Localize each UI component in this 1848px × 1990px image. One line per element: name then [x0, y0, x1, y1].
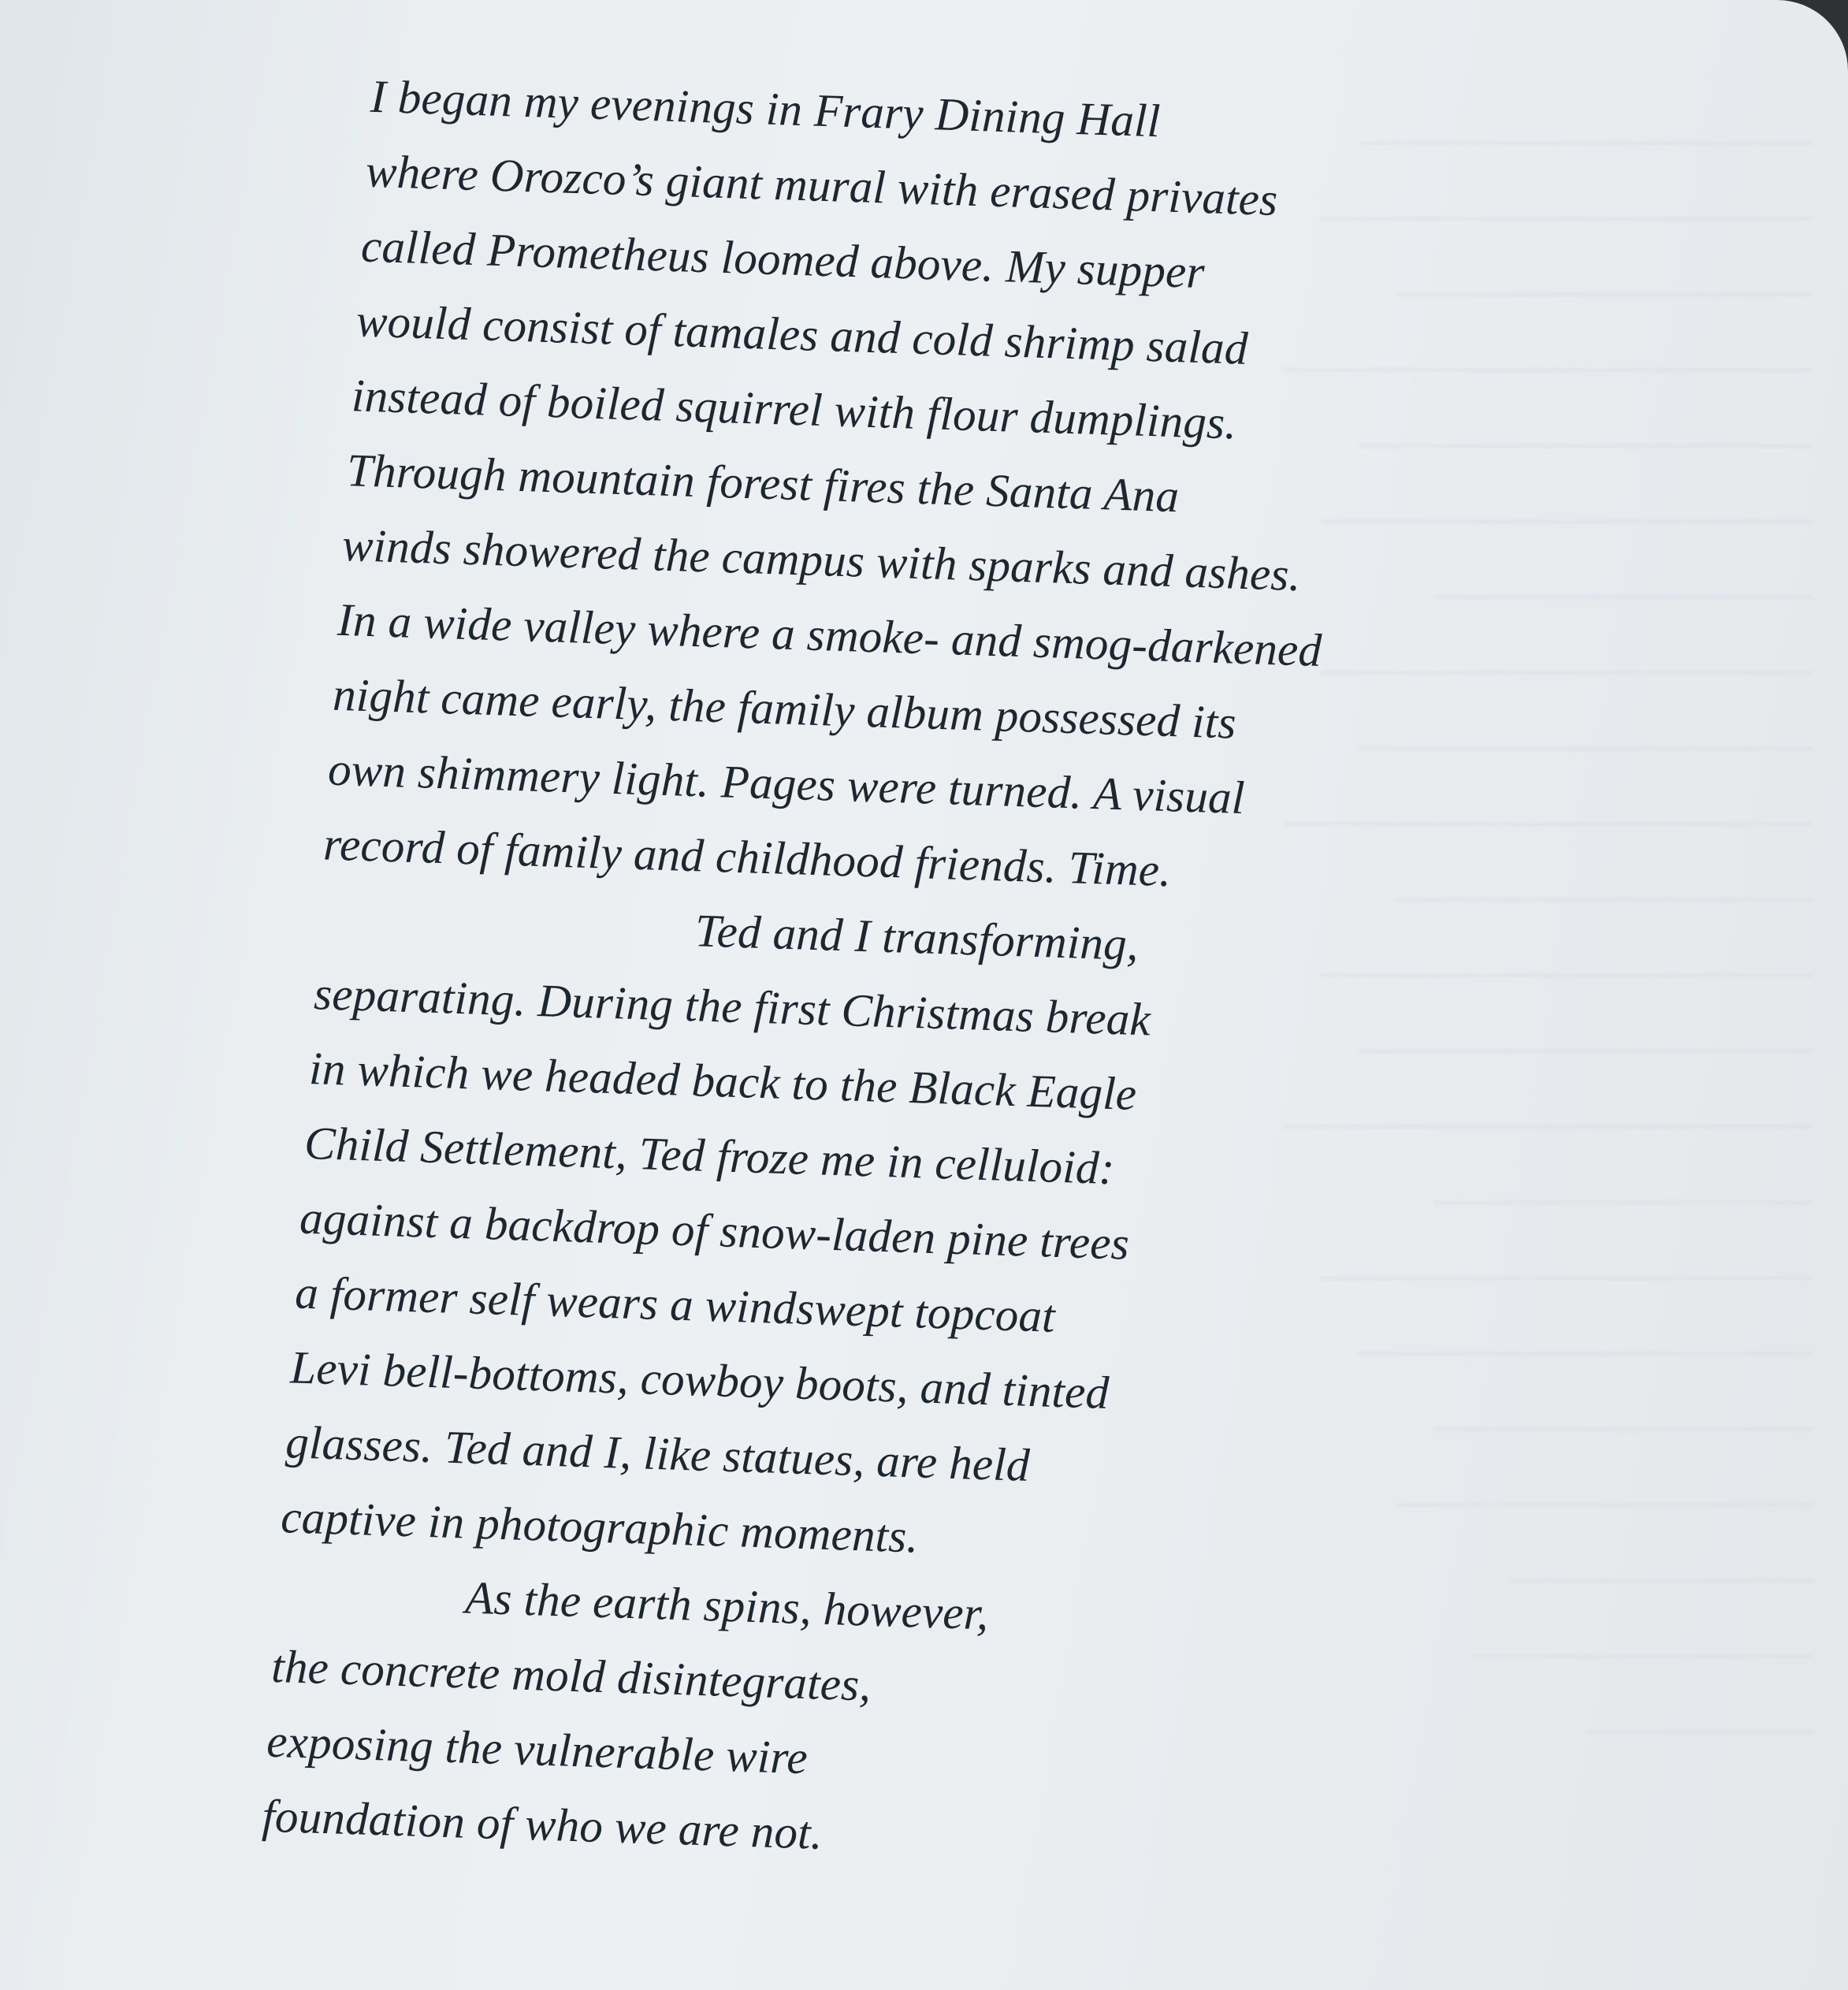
poem-line: record of family and childhood friends. Time. [322, 817, 1173, 897]
poem-line: Ted and I transforming, [694, 904, 1140, 970]
poem-line: As the earth spins, however, [464, 1571, 990, 1640]
poem-line: where Orozco’s giant mural with erased privates [365, 144, 1279, 226]
poem-line: Child Settlement, Ted froze me in celluloid: [303, 1116, 1116, 1195]
poem-line: separating. During the first Christmas break [313, 967, 1152, 1046]
poem-line: called Prometheus loomed above. My supper [360, 219, 1206, 299]
poem-line: Through mountain forest fires the Santa Ana [346, 444, 1181, 523]
poem-line: exposing the vulnerable wire [266, 1714, 809, 1784]
show-through-text: ———————————— ————————————— ——————————— —————————————— ———————————— ————————————— —————————— ————————————— ———————————— —————————————— ——————————— ————————————— ———————————— —————————————— —————————— ————————————— ———————————— —————————— ——————————— ———————— ————————— —————— [1283, 119, 1813, 1750]
poem-line: the concrete mold disintegrates, [270, 1639, 872, 1711]
poem-line: in which we headed back to the Black Eagle [308, 1041, 1138, 1120]
poem-line: would consist of tamales and cold shrimp salad [355, 294, 1249, 374]
poem-line: I began my evenings in Frary Dining Hall [370, 69, 1162, 147]
poem-line: In a wide valley where a smoke- and smog-darkened [337, 593, 1323, 677]
poem-line: a former self wears a windswept topcoat [294, 1266, 1056, 1342]
poem-line: captive in photographic moments. [280, 1490, 920, 1563]
poem-line: foundation of who we are not. [261, 1789, 824, 1859]
poem-line: own shimmery light. Pages were turned. A visual [327, 742, 1246, 824]
poem-line: night came early, the family album possessed its [332, 668, 1237, 749]
poem-line: instead of boiled squirrel with flour dumplings. [351, 369, 1238, 449]
poem-line: winds showered the campus with sparks and ashes. [341, 518, 1302, 601]
poem-line: Levi bell-bottoms, cowboy boots, and tinted [289, 1341, 1110, 1419]
poem-line: against a backdrop of snow-laden pine trees [299, 1191, 1130, 1270]
poem-line: glasses. Ted and I, like statues, are held [284, 1415, 1031, 1491]
